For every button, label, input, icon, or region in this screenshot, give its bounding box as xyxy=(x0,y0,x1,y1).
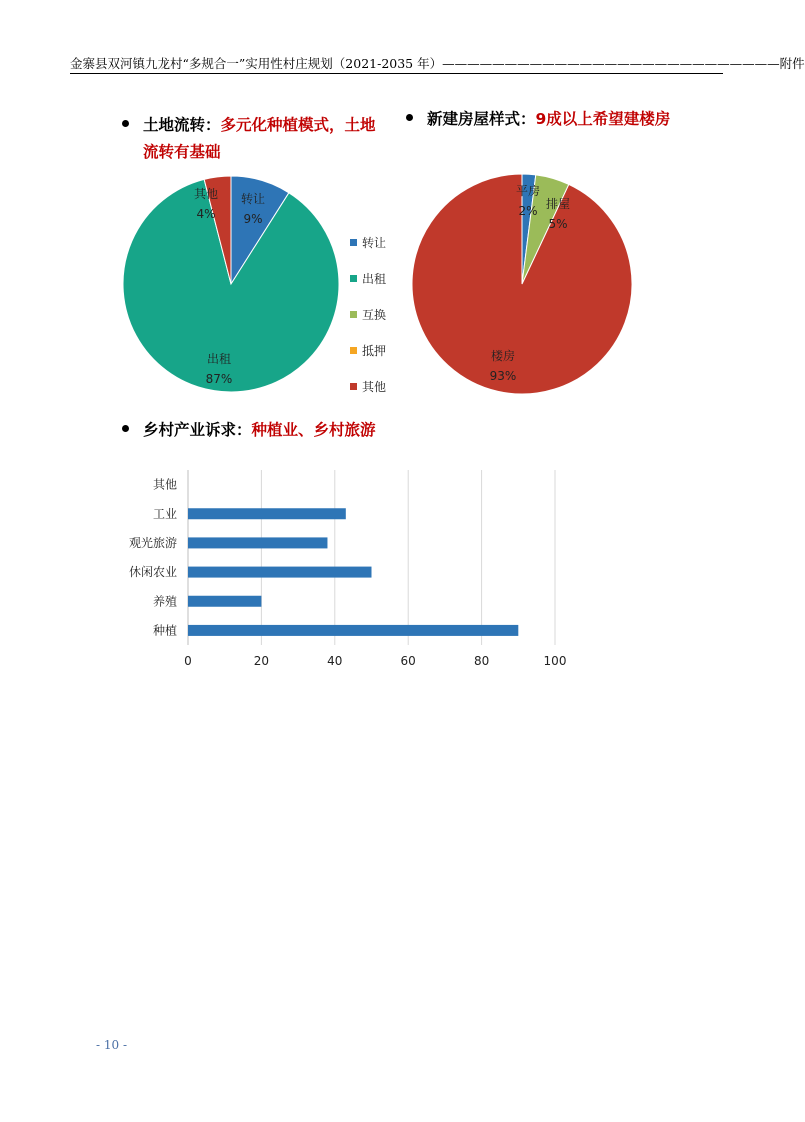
y-category-label: 休闲农业 xyxy=(128,565,177,580)
legend-label-转让: 转让 xyxy=(362,236,387,250)
pie-category-label: 出租 xyxy=(206,352,232,366)
pie-category-label: 排屋 xyxy=(545,197,571,211)
page-header xyxy=(70,54,805,74)
legend-label-出租: 出租 xyxy=(362,272,387,286)
y-category-label: 工业 xyxy=(152,506,177,521)
legend-label-其他: 其他 xyxy=(362,380,387,394)
bullet-icon xyxy=(122,120,129,127)
y-category-label: 种植 xyxy=(152,623,177,638)
pie-value-label: 2% xyxy=(518,204,538,218)
section-land-transfer xyxy=(122,112,392,166)
legend-swatch-互换 xyxy=(350,311,357,318)
x-tick-label: 20 xyxy=(253,654,270,668)
pie-category-label: 转让 xyxy=(240,192,266,206)
legend-swatch-抵押 xyxy=(350,347,357,354)
legend-label-互换: 互换 xyxy=(362,308,387,322)
section-highlight: 多元化种植模式，土地 xyxy=(220,116,376,134)
header-dashes: ——————————————————————————— xyxy=(442,56,780,71)
section-label: 土地流转： xyxy=(143,116,221,134)
legend-label-抵押: 抵押 xyxy=(362,344,387,358)
section-label: 乡村产业诉求： xyxy=(143,421,252,439)
y-category-label: 观光旅游 xyxy=(128,535,177,550)
pie-value-label: 5% xyxy=(548,217,568,231)
pie-value-label: 4% xyxy=(196,207,216,221)
header-rule xyxy=(70,73,723,74)
x-tick-label: 100 xyxy=(543,654,567,668)
pie-category-label: 其他 xyxy=(193,187,219,201)
section-house-style xyxy=(406,106,706,133)
bar-养殖 xyxy=(188,596,261,607)
section-land-line2 xyxy=(122,139,392,166)
header-section: 附件 xyxy=(779,56,805,71)
header-title: 金寨县双河镇九龙村“多规合一”实用性村庄规划（2021-2035 年） xyxy=(70,56,443,71)
legend-swatch-出租 xyxy=(350,275,357,282)
x-tick-label: 60 xyxy=(400,654,416,668)
bullet-icon xyxy=(406,114,413,121)
pie-category-label: 平房 xyxy=(515,184,541,198)
section-land-line1 xyxy=(122,112,392,139)
section-highlight: 9成以上希望建楼房 xyxy=(535,110,671,128)
bullet-icon xyxy=(122,425,129,432)
legend-swatch-转让 xyxy=(350,239,357,246)
land-transfer-pie-chart xyxy=(110,170,400,400)
bar-工业 xyxy=(188,508,346,519)
pie-value-label: 87% xyxy=(205,372,233,386)
pie-category-label: 楼房 xyxy=(490,349,516,363)
pie-value-label: 93% xyxy=(489,369,517,383)
x-tick-label: 80 xyxy=(473,654,490,668)
page-number: - 10 - xyxy=(96,1038,128,1052)
legend-swatch-其他 xyxy=(350,383,357,390)
house-style-pie-chart xyxy=(405,168,645,400)
section-highlight-cont: 流转有基础 xyxy=(143,143,221,161)
section-industry xyxy=(122,417,442,444)
section-label: 新建房屋样式： xyxy=(427,110,536,128)
y-category-label: 其他 xyxy=(152,477,177,492)
industry-bar-chart xyxy=(110,460,590,680)
pie-value-label: 9% xyxy=(243,212,263,226)
bar-种植 xyxy=(188,625,518,636)
bar-休闲农业 xyxy=(188,567,372,578)
x-tick-label: 0 xyxy=(184,654,192,668)
x-tick-label: 40 xyxy=(327,654,343,668)
y-category-label: 养殖 xyxy=(152,594,177,609)
section-highlight: 种植业、乡村旅游 xyxy=(251,421,376,439)
bar-观光旅游 xyxy=(188,537,327,548)
